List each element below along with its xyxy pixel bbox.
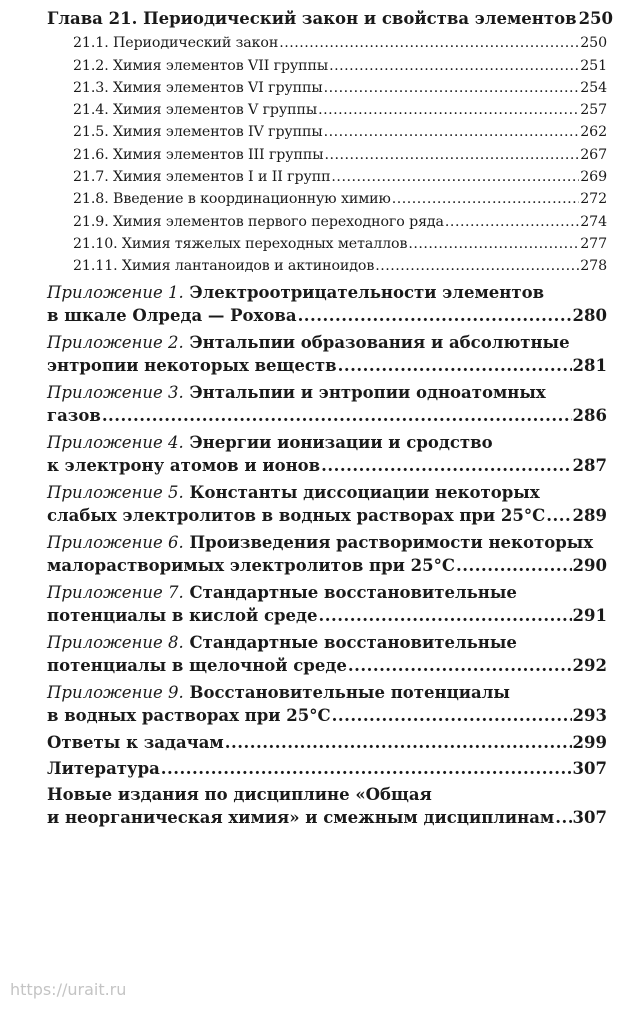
appendix-title-line2: в шкале Олреда — Рохова	[47, 306, 297, 326]
leader-dots	[298, 304, 572, 327]
toc-section-21-11[interactable]	[47, 255, 607, 277]
section-page: 251	[580, 57, 607, 74]
toc-section-21-1[interactable]	[47, 32, 607, 54]
leader-dots	[338, 354, 572, 377]
appendix-prefix: Приложение 5.	[47, 483, 184, 503]
toc-appendix-3[interactable]	[47, 381, 607, 427]
toc-literature[interactable]	[47, 757, 607, 780]
appendix-prefix: Приложение 1.	[47, 283, 184, 303]
leader-dots	[555, 806, 571, 829]
section-page: 274	[580, 213, 607, 230]
answers-title: Ответы к задачам	[47, 733, 224, 753]
leader-dots	[445, 211, 579, 233]
section-title: 21.8. Введение в координационную химию	[73, 191, 391, 208]
section-title: 21.2. Химия элементов VII группы	[73, 57, 329, 74]
toc-section-21-8[interactable]	[47, 188, 607, 210]
leader-dots	[375, 255, 579, 277]
appendix-title-line1: Энтальпии и энтропии одноатомных	[189, 383, 546, 403]
appendix-page: 289	[572, 506, 607, 526]
section-page: 254	[580, 79, 607, 96]
leader-dots	[324, 121, 580, 143]
appendix-title-line1: Стандартные восстановительные	[189, 633, 517, 653]
chapter-page: 250	[578, 9, 614, 28]
appendix-title-line2: слабых электролитов в водных растворах при 25°C	[47, 506, 546, 526]
appendix-prefix: Приложение 4.	[47, 433, 184, 453]
appendix-title-line1: Электроотрицательности элементов	[189, 283, 545, 303]
leader-dots	[161, 757, 572, 780]
footer-url[interactable]: https://urait.ru	[10, 980, 127, 999]
appendix-prefix: Приложение 6.	[47, 533, 184, 553]
new-editions-line1: Новые издания по дисциплине «Общая	[47, 785, 432, 805]
section-title: 21.11. Химия лантаноидов и актиноидов	[73, 258, 375, 275]
leader-dots	[279, 32, 579, 54]
section-page: 272	[580, 191, 607, 208]
appendix-title-line1: Произведения растворимости некоторых	[189, 533, 594, 553]
appendix-title-line1: Константы диссоциации некоторых	[189, 483, 540, 503]
section-title: 21.1. Периодический закон	[73, 35, 279, 52]
appendix-title-line2: потенциалы в кислой среде	[47, 606, 318, 626]
section-page: 277	[580, 235, 607, 252]
toc-section-21-4[interactable]	[47, 99, 607, 121]
section-title: 21.5. Химия элементов IV группы	[73, 124, 323, 141]
toc-appendix-4[interactable]	[47, 431, 607, 477]
appendix-page: 291	[572, 606, 607, 626]
answers-page: 299	[572, 733, 607, 753]
toc-new-editions[interactable]	[47, 783, 607, 829]
leader-dots	[319, 604, 572, 627]
toc-appendix-7[interactable]	[47, 581, 607, 627]
appendix-title-line1: Энтальпии образования и абсолютные	[189, 333, 570, 353]
leader-dots	[546, 504, 571, 527]
literature-page: 307	[572, 759, 607, 779]
leader-dots	[331, 166, 579, 188]
leader-dots	[332, 704, 572, 727]
leader-dots	[318, 99, 579, 121]
toc-section-21-7[interactable]	[47, 166, 607, 188]
appendix-prefix: Приложение 7.	[47, 583, 184, 603]
section-page: 267	[580, 146, 607, 163]
appendix-title-line2: малорастворимых электролитов при 25°C	[47, 556, 455, 576]
appendix-page: 287	[572, 456, 607, 476]
leader-dots	[324, 144, 579, 166]
toc-appendix-2[interactable]	[47, 331, 607, 377]
section-title: 21.4. Химия элементов V группы	[73, 102, 318, 119]
appendix-page: 281	[572, 356, 607, 376]
leader-dots	[348, 654, 572, 677]
appendix-page: 286	[572, 406, 607, 426]
appendix-page: 280	[572, 306, 607, 326]
toc-answers[interactable]	[47, 731, 607, 754]
leader-dots	[392, 188, 579, 210]
section-title: 21.7. Химия элементов I и II групп	[73, 169, 331, 186]
section-page: 262	[580, 124, 607, 141]
leader-dots	[456, 554, 572, 577]
appendix-title-line2: газов	[47, 406, 101, 426]
appendix-title-line1: Восстановительные потенциалы	[189, 683, 510, 703]
toc-section-21-10[interactable]	[47, 233, 607, 255]
toc-chapter-21[interactable]	[47, 8, 614, 30]
leader-dots	[321, 454, 571, 477]
appendix-title-line1: Энергии ионизации и сродство	[189, 433, 493, 453]
new-editions-line2: и неорганическая химия» и смежным дисциплинам	[47, 808, 555, 828]
appendix-prefix: Приложение 3.	[47, 383, 184, 403]
section-title: 21.6. Химия элементов III группы	[73, 146, 324, 163]
appendix-page: 290	[572, 556, 607, 576]
section-title: 21.9. Химия элементов первого переходного ряда	[73, 213, 444, 230]
leader-dots	[102, 404, 572, 427]
appendix-title-line2: энтропии некоторых веществ	[47, 356, 337, 376]
appendix-page: 293	[572, 706, 607, 726]
chapter-title: Глава 21. Периодический закон и свойства элементов	[47, 9, 577, 28]
appendix-prefix: Приложение 9.	[47, 683, 184, 703]
section-page: 269	[580, 169, 607, 186]
appendix-title-line2: в водных растворах при 25°C	[47, 706, 331, 726]
toc-appendix-5[interactable]	[47, 481, 607, 527]
section-page: 250	[580, 35, 607, 52]
toc-section-21-6[interactable]	[47, 143, 607, 165]
leader-dots	[329, 55, 579, 77]
toc-section-21-5[interactable]	[47, 121, 607, 143]
appendix-title-line1: Стандартные восстановительные	[189, 583, 517, 603]
appendix-title-line2: потенциалы в щелочной среде	[47, 656, 347, 676]
new-editions-page: 307	[572, 808, 607, 828]
section-title: 21.10. Химия тяжелых переходных металлов	[73, 235, 408, 252]
toc-appendix-6[interactable]	[47, 531, 607, 577]
toc-appendix-9[interactable]	[47, 681, 607, 727]
toc-appendix-1[interactable]	[47, 281, 607, 327]
literature-title: Литература	[47, 759, 160, 779]
toc-appendix-8[interactable]	[47, 631, 607, 677]
toc-section-21-3[interactable]	[47, 77, 607, 99]
section-page: 278	[580, 258, 607, 275]
appendix-page: 292	[572, 656, 607, 676]
appendix-prefix: Приложение 8.	[47, 633, 184, 653]
toc-section-21-2[interactable]	[47, 54, 607, 76]
leader-dots	[225, 731, 572, 754]
toc-section-21-9[interactable]	[47, 210, 607, 232]
section-page: 257	[580, 102, 607, 119]
section-title: 21.3. Химия элементов VI группы	[73, 79, 323, 96]
leader-dots	[324, 77, 580, 99]
appendix-prefix: Приложение 2.	[47, 333, 184, 353]
appendix-title-line2: к электрону атомов и ионов	[47, 456, 321, 476]
leader-dots	[408, 233, 579, 255]
table-of-contents	[47, 8, 614, 833]
